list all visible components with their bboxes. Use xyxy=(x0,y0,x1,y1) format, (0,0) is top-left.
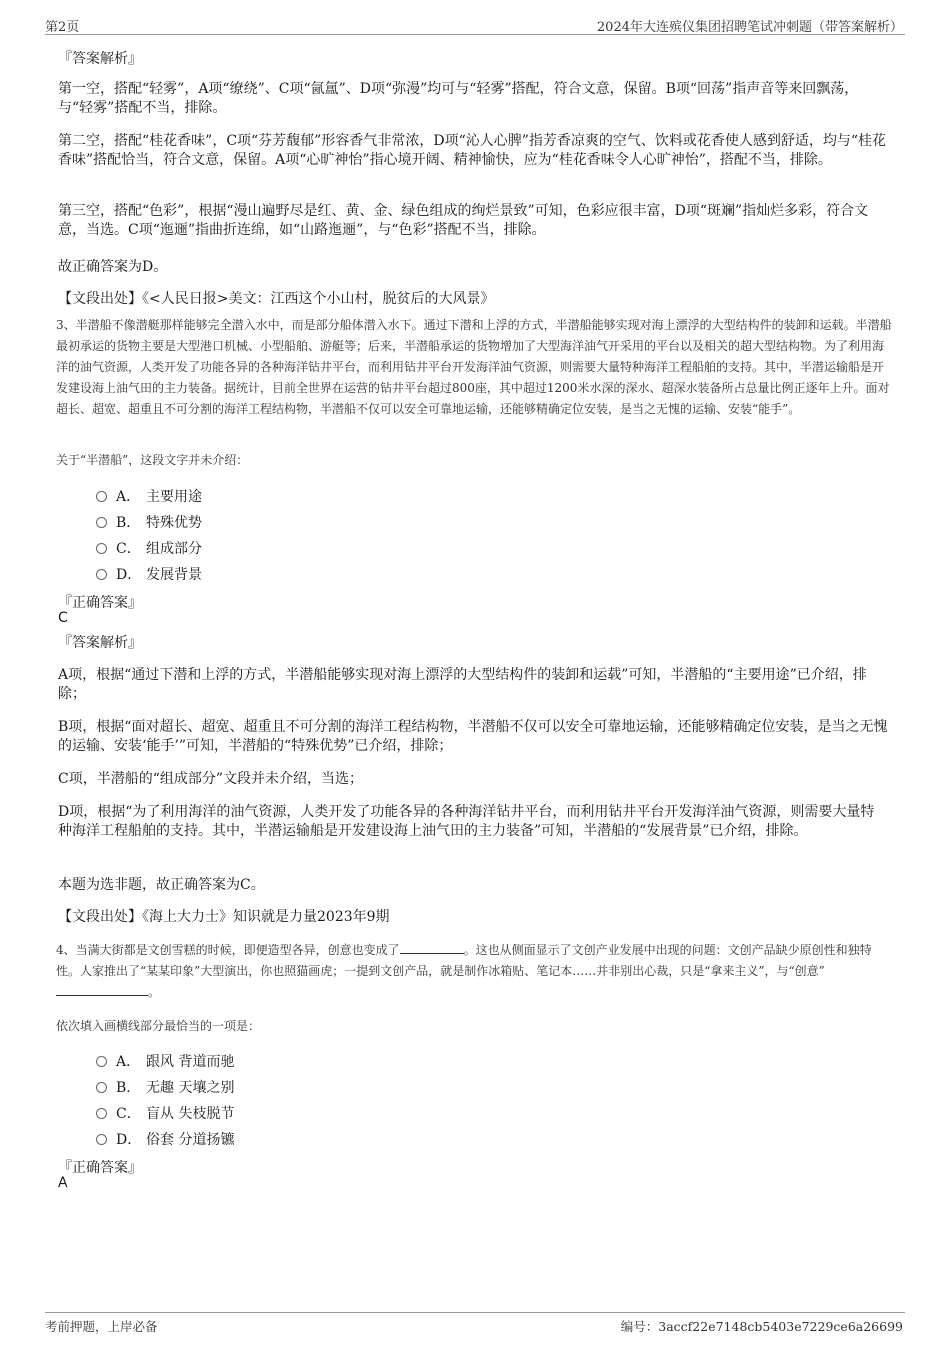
q4-option-c[interactable]: C． 盲从 失枝脱节 xyxy=(96,1103,234,1123)
footer-slogan: 考前押题，上岸必备 xyxy=(45,1319,158,1334)
radio-icon[interactable] xyxy=(96,569,107,580)
radio-icon[interactable] xyxy=(96,543,107,554)
q3-answer: C xyxy=(58,610,68,626)
q2-analysis-p1: 第一空，搭配“轻雾”，A项“缭绕”、C项“氤氲”、D项“弥漫”均可与“轻雾”搭配，符合文意，保留。B项“回荡”指声音等来回飘荡，与“轻雾”搭配不当，排除。 xyxy=(58,81,859,116)
q3-question: 关于“半潜船”，这段文字并未介绍： xyxy=(56,453,249,467)
page-header xyxy=(45,14,905,35)
radio-icon[interactable] xyxy=(96,1134,107,1145)
document-id: 编号：3accf22e7148cb5403e7229ce6a26699 xyxy=(620,1319,903,1334)
page-number: 第2页 xyxy=(45,20,80,35)
blank-2 xyxy=(56,983,148,996)
q3-analysis-b: B项，根据“面对超长、超宽、超重且不可分割的海洋工程结构物，半潜船不仅可以安全可靠地运输，还能够精确定位安装，是当之无愧的运输、安装‘能手’”可知，半潜船的“特殊优势”已介绍，排除； xyxy=(58,719,888,754)
q4-option-d[interactable]: D． 俗套 分道扬镳 xyxy=(96,1129,234,1149)
radio-icon[interactable] xyxy=(96,1108,107,1119)
radio-icon[interactable] xyxy=(96,517,107,528)
page-footer xyxy=(45,1312,905,1335)
q4-passage: 4、当满大街都是文创雪糕的时候，即便造型各异，创意也变成了 。这也从侧面显示了文创产业发展中出现的问题：文创产品缺少原创性和独特性。人家推出了“某某印象”大型演出，你也照猫画虎；一提到文创产品，就是制作冰箱贴、笔记本……并非别出心裁，只是“拿来主义”，与“创意”。 xyxy=(56,943,872,999)
q4-option-a[interactable]: A． 跟风 背道而驰 xyxy=(96,1051,234,1071)
q2-conclusion: 故正确答案为D。 xyxy=(58,259,168,275)
q3-analysis-d: D项，根据“为了利用海洋的油气资源，人类开发了功能各异的各种海洋钻井平台，而利用钻井平台开发海洋油气资源，则需要大量特种海洋工程船舶的支持。其中，半潜运输船是开发建设海上油气田的主力装备”可知，半潜船的“发展背景”已介绍，排除。 xyxy=(58,804,875,839)
q2-analysis-label: 『答案解析』 xyxy=(58,51,142,67)
radio-icon[interactable] xyxy=(96,491,107,502)
q3-passage: 3、半潜船不像潜艇那样能够完全潜入水中，而是部分船体潜入水下。通过下潜和上浮的方式，半潜船能够实现对海上漂浮的大型结构件的装卸和运载。半潜船最初承运的货物主要是大型港口机械、小型船舶、游艇等；后来，半潜船承运的货物增加了大型海洋油气开采用的平台以及相关的超大型结构物。为了利用海洋的油气资源，人类开发了功能各异的各种海洋钻井平台，而利用钻井平台开发海洋油气资源，则需要大量特种海洋工程船舶的支持。其中，半潜运输船是开发建设海上油气田的主力装备。据统计，目前全世界在运营的钻井平台超过800座，其中超过1200米水深的深水、超深水装备所占总量比例正逐年上升。面对超长、超宽、超重且不可分割的海洋工程结构物，半潜船不仅可以安全可靠地运输，还能够精确定位安装，是当之无愧的运输、安装“能手”。 xyxy=(56,318,892,416)
q2-source: 【文段出处】《<人民日报>美文：江西这个小山村，脱贫后的大风景》 xyxy=(58,291,495,307)
q3-option-d[interactable]: D． 发展背景 xyxy=(96,564,202,584)
q3-answer-label: 『正确答案』 xyxy=(58,595,142,611)
q2-analysis-p2: 第二空，搭配“桂花香味”，C项“芬芳馥郁”形容香气非常浓，D项“沁人心脾”指芳香凉爽的空气、饮料或花香使人感到舒适，均与“桂花香味”搭配恰当，符合文意，保留。A项“心旷神怡”指心境开阔、精神愉快，应为“桂花香味令人心旷神怡”，搭配不当，排除。 xyxy=(58,133,887,168)
q3-option-a[interactable]: A． 主要用途 xyxy=(96,486,202,506)
q3-analysis-label: 『答案解析』 xyxy=(58,635,142,651)
q3-option-c[interactable]: C． 组成部分 xyxy=(96,538,202,558)
q2-analysis-p3: 第三空，搭配“色彩”，根据“漫山遍野尽是红、黄、金、绿色组成的绚烂景致”可知，色彩应很丰富，D项“斑斓”指灿烂多彩，符合文意，当选。C项“迤逦”指曲折连绵，如“山路迤逦”，与“色彩”搭配不当，排除。 xyxy=(58,203,869,238)
q3-analysis-c: C项，半潜船的“组成部分”文段并未介绍，当选； xyxy=(58,771,364,787)
q3-analysis-a: A项，根据“通过下潜和上浮的方式，半潜船能够实现对海上漂浮的大型结构件的装卸和运载”可知，半潜船的“主要用途”已介绍，排除； xyxy=(58,667,867,702)
q4-answer-label: 『正确答案』 xyxy=(58,1160,142,1176)
q3-conclusion: 本题为选非题，故正确答案为C。 xyxy=(58,877,265,893)
q3-source: 【文段出处】《海上大力士》知识就是力量2023年9期 xyxy=(58,909,390,925)
blank-1 xyxy=(400,941,464,954)
radio-icon[interactable] xyxy=(96,1082,107,1093)
radio-icon[interactable] xyxy=(96,1056,107,1067)
q4-option-b[interactable]: B． 无趣 天壤之别 xyxy=(96,1077,234,1097)
q3-option-b[interactable]: B． 特殊优势 xyxy=(96,512,202,532)
document-title: 2024年大连殡仪集团招聘笔试冲刺题（带答案解析） xyxy=(596,20,903,35)
q4-question: 依次填入画横线部分最恰当的一项是： xyxy=(56,1019,261,1033)
q4-answer: A xyxy=(58,1175,68,1191)
